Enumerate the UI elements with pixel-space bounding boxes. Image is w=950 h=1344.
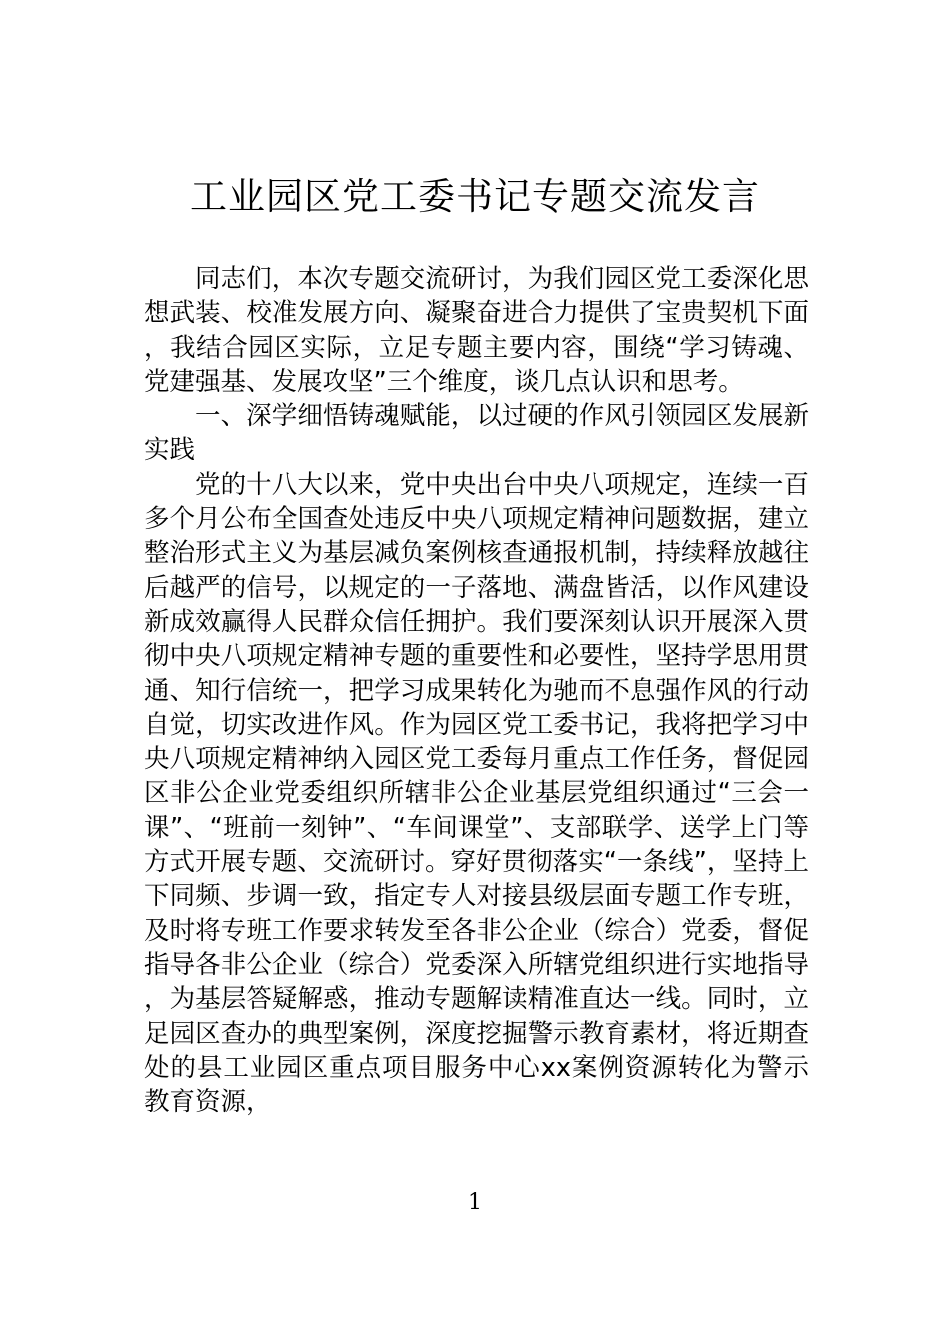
section-heading-1: 一、深学细悟铸魂赋能，以过硬的作风引领园区发展新实践 [144,401,809,466]
paragraph-section-1: 党的十八大以来，党中央出台中央八项规定，连续一百多个月公布全国查处违反中央八项规定精神问题数据，建立整治形式主义为基层减负案例核查通报机制，持续释放越往后越严的信号，以规定的一子落地、满盘皆活，以作风建设新成效赢得人民群众信任拥护。我们要深刻认识开展深入贯彻中央八项规定精神专题的重要性和必要性，坚持学思用贯通、知行信统一，把学习成果转化为驰而不息强作风的行动自觉，切实改进作风。作为园区党工委书记，我将把学习中央八项规定精神纳入园区党工委每月重点工作任务，督促园区非公企业党委组织所辖非公企业基层党组织通过“三会一课”、“班前一刻钟”、“车间课堂”、支部联学、送学上门等方式开展专题、交流研讨。穿好贯彻落实“一条线”，坚持上下同频、步调一致，指定专人对接县级层面专题工作专班，及时将专班工作要求转发至各非公企业（综合）党委，督促指导各非公企业（综合）党委深入所辖党组织进行实地指导，为基层答疑解惑，推动专题解读精准直达一线。同时，立足园区查办的典型案例，深度挖掘警示教育素材，将近期查处的县工业园区重点项目服务中心xx案例资源转化为警示教育资源， [144,469,809,1118]
document-title: 工业园区党工委书记专题交流发言 [190,175,760,218]
document-body [144,262,809,1119]
paragraph-intro: 同志们，本次专题交流研讨，为我们园区党工委深化思想武装、校准发展方向、凝聚奋进合力提供了宝贵契机下面，我结合园区实际，立足专题主要内容，围绕“学习铸魂、党建强基、发展攻坚”三个维度，谈几点认识和思考。 [144,264,809,397]
page-number: 1 [468,1190,482,1215]
